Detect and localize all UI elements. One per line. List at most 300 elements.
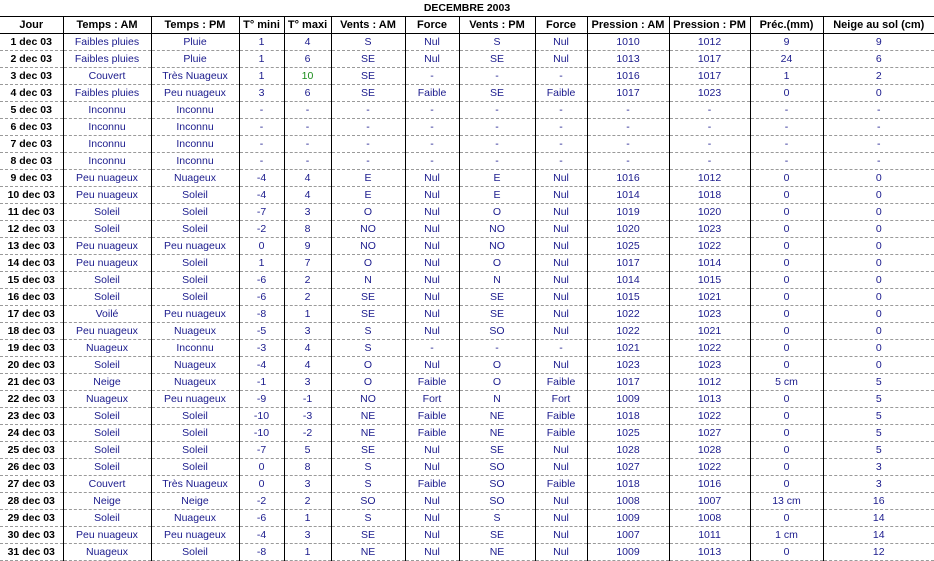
value-cell: -7 — [239, 204, 284, 221]
column-header: Force — [405, 17, 459, 34]
value-cell: Peu nuageux — [63, 323, 151, 340]
value-cell: 0 — [750, 306, 823, 323]
value-cell: SE — [331, 51, 405, 68]
value-cell: -6 — [239, 272, 284, 289]
day-cell: 7 dec 03 — [0, 136, 63, 153]
day-cell: 18 dec 03 — [0, 323, 63, 340]
value-cell: SE — [459, 85, 535, 102]
day-cell: 11 dec 03 — [0, 204, 63, 221]
value-cell: - — [459, 102, 535, 119]
value-cell: Faible — [405, 425, 459, 442]
value-cell: 5 — [284, 442, 331, 459]
value-cell: NO — [331, 238, 405, 255]
column-header: Pression : AM — [587, 17, 669, 34]
value-cell: E — [331, 187, 405, 204]
day-cell: 27 dec 03 — [0, 476, 63, 493]
value-cell: Nul — [535, 323, 587, 340]
value-cell: Pluie — [151, 34, 239, 51]
value-cell: 2 — [284, 493, 331, 510]
column-header: Préc.(mm) — [750, 17, 823, 34]
value-cell: 1028 — [669, 442, 750, 459]
value-cell: NE — [331, 408, 405, 425]
value-cell: -9 — [239, 391, 284, 408]
value-cell: 0 — [823, 204, 934, 221]
value-cell: NE — [459, 544, 535, 561]
value-cell: 2 — [284, 272, 331, 289]
value-cell: Nul — [535, 493, 587, 510]
value-cell: SE — [459, 527, 535, 544]
table-row — [0, 323, 934, 340]
value-cell: S — [459, 34, 535, 51]
value-cell: - — [459, 68, 535, 85]
value-cell: -2 — [284, 425, 331, 442]
value-cell: 16 — [823, 493, 934, 510]
value-cell: Neige — [63, 374, 151, 391]
value-cell: Nuageux — [151, 323, 239, 340]
value-cell: Nul — [535, 221, 587, 238]
value-cell: 1022 — [669, 408, 750, 425]
value-cell: 1012 — [669, 34, 750, 51]
value-cell: 1011 — [669, 527, 750, 544]
value-cell: 14 — [823, 527, 934, 544]
value-cell: 1012 — [669, 374, 750, 391]
value-cell: - — [587, 136, 669, 153]
value-cell: - — [669, 153, 750, 170]
value-cell: 0 — [750, 357, 823, 374]
value-cell: 0 — [750, 272, 823, 289]
value-cell: 9 — [823, 34, 934, 51]
value-cell: -2 — [239, 493, 284, 510]
value-cell: Peu nuageux — [63, 187, 151, 204]
value-cell: SO — [459, 459, 535, 476]
value-cell: Nul — [405, 170, 459, 187]
day-cell: 12 dec 03 — [0, 221, 63, 238]
value-cell: Faible — [405, 85, 459, 102]
value-cell: S — [331, 340, 405, 357]
value-cell: 1014 — [587, 187, 669, 204]
value-cell: Soleil — [63, 272, 151, 289]
value-cell: 1028 — [587, 442, 669, 459]
value-cell: Couvert — [63, 68, 151, 85]
value-cell: 1025 — [587, 238, 669, 255]
value-cell: Nul — [405, 544, 459, 561]
column-header: Jour — [0, 17, 63, 34]
value-cell: Peu nuageux — [63, 527, 151, 544]
value-cell: - — [331, 102, 405, 119]
value-cell: Très Nuageux — [151, 68, 239, 85]
day-cell: 9 dec 03 — [0, 170, 63, 187]
value-cell: Nuageux — [151, 170, 239, 187]
header-row — [0, 17, 934, 34]
column-header: Neige au sol (cm) — [823, 17, 934, 34]
value-cell: S — [331, 510, 405, 527]
value-cell: -10 — [239, 425, 284, 442]
value-cell: E — [459, 170, 535, 187]
value-cell: SO — [459, 323, 535, 340]
value-cell: SO — [331, 493, 405, 510]
value-cell: - — [750, 102, 823, 119]
value-cell: Voilé — [63, 306, 151, 323]
value-cell: 1022 — [587, 323, 669, 340]
value-cell: 3 — [284, 476, 331, 493]
day-cell: 26 dec 03 — [0, 459, 63, 476]
value-cell: NO — [331, 391, 405, 408]
value-cell: Nul — [405, 51, 459, 68]
value-cell: 1023 — [669, 306, 750, 323]
value-cell: 0 — [239, 476, 284, 493]
value-cell: Nul — [405, 306, 459, 323]
value-cell: 3 — [284, 527, 331, 544]
value-cell: Peu nuageux — [63, 238, 151, 255]
value-cell: Nul — [405, 527, 459, 544]
value-cell: 1015 — [587, 289, 669, 306]
value-cell: - — [669, 136, 750, 153]
value-cell: 1017 — [587, 85, 669, 102]
value-cell: Faibles pluies — [63, 51, 151, 68]
value-cell: 1017 — [669, 51, 750, 68]
table-row — [0, 85, 934, 102]
value-cell: - — [331, 153, 405, 170]
value-cell: 1020 — [587, 221, 669, 238]
value-cell: 1022 — [669, 340, 750, 357]
value-cell: Nuageux — [63, 391, 151, 408]
table-row — [0, 527, 934, 544]
value-cell: Soleil — [151, 289, 239, 306]
value-cell: 4 — [284, 357, 331, 374]
table-row — [0, 102, 934, 119]
value-cell: O — [331, 357, 405, 374]
value-cell: 1019 — [587, 204, 669, 221]
value-cell: 1013 — [669, 391, 750, 408]
value-cell: SO — [459, 476, 535, 493]
value-cell: 1027 — [669, 425, 750, 442]
value-cell: Nul — [535, 357, 587, 374]
value-cell: Inconnu — [63, 136, 151, 153]
value-cell: 1022 — [587, 306, 669, 323]
value-cell: - — [823, 119, 934, 136]
value-cell: Soleil — [63, 204, 151, 221]
value-cell: - — [535, 119, 587, 136]
value-cell: Faible — [405, 374, 459, 391]
day-cell: 6 dec 03 — [0, 119, 63, 136]
value-cell: - — [535, 153, 587, 170]
value-cell: O — [331, 374, 405, 391]
value-cell: - — [750, 153, 823, 170]
value-cell: - — [405, 68, 459, 85]
value-cell: SE — [459, 442, 535, 459]
day-cell: 23 dec 03 — [0, 408, 63, 425]
value-cell: Neige — [63, 493, 151, 510]
column-header: Temps : AM — [63, 17, 151, 34]
value-cell: 0 — [239, 238, 284, 255]
table-row — [0, 340, 934, 357]
value-cell: 1020 — [669, 204, 750, 221]
value-cell: Soleil — [151, 425, 239, 442]
value-cell: -8 — [239, 544, 284, 561]
day-cell: 10 dec 03 — [0, 187, 63, 204]
value-cell: 1 — [239, 34, 284, 51]
table-title: DECEMBRE 2003 — [0, 0, 934, 17]
value-cell: -4 — [239, 357, 284, 374]
value-cell: 1 — [750, 68, 823, 85]
column-header: Vents : PM — [459, 17, 535, 34]
table-row — [0, 238, 934, 255]
value-cell: N — [459, 272, 535, 289]
value-cell: Soleil — [63, 510, 151, 527]
value-cell: Neige — [151, 493, 239, 510]
value-cell: NO — [459, 221, 535, 238]
table-row — [0, 493, 934, 510]
day-cell: 25 dec 03 — [0, 442, 63, 459]
value-cell: Soleil — [63, 289, 151, 306]
value-cell: SE — [331, 442, 405, 459]
value-cell: -3 — [284, 408, 331, 425]
value-cell: 2 — [823, 68, 934, 85]
table-row — [0, 425, 934, 442]
table-row — [0, 272, 934, 289]
value-cell: Pluie — [151, 51, 239, 68]
value-cell: 1022 — [669, 238, 750, 255]
value-cell: 0 — [823, 85, 934, 102]
value-cell: - — [823, 136, 934, 153]
value-cell: E — [459, 187, 535, 204]
value-cell: 0 — [750, 238, 823, 255]
value-cell: Inconnu — [63, 153, 151, 170]
value-cell: Nul — [535, 527, 587, 544]
value-cell: Nul — [405, 272, 459, 289]
value-cell: 3 — [239, 85, 284, 102]
value-cell: NE — [459, 408, 535, 425]
value-cell: 1021 — [587, 340, 669, 357]
value-cell: Soleil — [151, 221, 239, 238]
value-cell: -10 — [239, 408, 284, 425]
value-cell: -4 — [239, 187, 284, 204]
value-cell: S — [331, 476, 405, 493]
value-cell: 3 — [284, 204, 331, 221]
value-cell: 0 — [823, 272, 934, 289]
value-cell: - — [331, 136, 405, 153]
value-cell: 1021 — [669, 323, 750, 340]
value-cell: Soleil — [63, 425, 151, 442]
value-cell: 0 — [750, 255, 823, 272]
value-cell: - — [459, 136, 535, 153]
value-cell: S — [331, 323, 405, 340]
value-cell: Soleil — [151, 272, 239, 289]
value-cell: 0 — [823, 306, 934, 323]
day-cell: 2 dec 03 — [0, 51, 63, 68]
value-cell: 1017 — [587, 255, 669, 272]
value-cell: - — [587, 153, 669, 170]
value-cell: 0 — [823, 357, 934, 374]
value-cell: -4 — [239, 170, 284, 187]
value-cell: 1012 — [669, 170, 750, 187]
day-cell: 30 dec 03 — [0, 527, 63, 544]
value-cell: - — [535, 102, 587, 119]
value-cell: S — [331, 459, 405, 476]
value-cell: -2 — [239, 221, 284, 238]
value-cell: 1018 — [587, 476, 669, 493]
value-cell: Nul — [405, 493, 459, 510]
value-cell: Soleil — [63, 408, 151, 425]
value-cell: Faible — [405, 408, 459, 425]
value-cell: 1023 — [669, 357, 750, 374]
value-cell: 4 — [284, 340, 331, 357]
value-cell: Soleil — [151, 408, 239, 425]
value-cell: - — [405, 136, 459, 153]
value-cell: E — [331, 170, 405, 187]
value-cell: O — [331, 255, 405, 272]
table-row — [0, 459, 934, 476]
value-cell: SE — [331, 306, 405, 323]
value-cell: 1014 — [587, 272, 669, 289]
value-cell: Nul — [535, 255, 587, 272]
value-cell: NE — [331, 425, 405, 442]
value-cell: 3 — [823, 459, 934, 476]
table-row — [0, 204, 934, 221]
value-cell: Peu nuageux — [151, 527, 239, 544]
value-cell: SO — [459, 493, 535, 510]
day-cell: 24 dec 03 — [0, 425, 63, 442]
value-cell: 2 — [284, 289, 331, 306]
value-cell: 1018 — [587, 408, 669, 425]
value-cell: Soleil — [151, 459, 239, 476]
value-cell: N — [459, 391, 535, 408]
value-cell: 0 — [750, 408, 823, 425]
value-cell: O — [459, 357, 535, 374]
day-cell: 8 dec 03 — [0, 153, 63, 170]
value-cell: 1014 — [669, 255, 750, 272]
value-cell: - — [284, 119, 331, 136]
value-cell: Nul — [405, 255, 459, 272]
value-cell: Nuageux — [63, 340, 151, 357]
value-cell: Soleil — [151, 544, 239, 561]
value-cell: 24 — [750, 51, 823, 68]
value-cell: Fort — [535, 391, 587, 408]
value-cell: SE — [331, 68, 405, 85]
value-cell: 0 — [750, 204, 823, 221]
table-row — [0, 51, 934, 68]
value-cell: 0 — [823, 289, 934, 306]
value-cell: Nul — [535, 459, 587, 476]
table-row — [0, 34, 934, 51]
value-cell: Nul — [405, 34, 459, 51]
value-cell: 7 — [284, 255, 331, 272]
value-cell: 1017 — [587, 374, 669, 391]
value-cell: Faible — [535, 374, 587, 391]
value-cell: 0 — [239, 459, 284, 476]
value-cell: Nuageux — [151, 357, 239, 374]
value-cell: -1 — [284, 391, 331, 408]
table-row — [0, 136, 934, 153]
value-cell: 1009 — [587, 391, 669, 408]
table-row — [0, 153, 934, 170]
value-cell: Soleil — [151, 255, 239, 272]
value-cell: 1008 — [669, 510, 750, 527]
value-cell: Nul — [535, 289, 587, 306]
table-row — [0, 408, 934, 425]
value-cell: 1 — [284, 510, 331, 527]
day-cell: 17 dec 03 — [0, 306, 63, 323]
value-cell: - — [405, 102, 459, 119]
value-cell: 0 — [823, 255, 934, 272]
value-cell: Inconnu — [151, 340, 239, 357]
value-cell: 1016 — [587, 170, 669, 187]
value-cell: Nul — [535, 34, 587, 51]
value-cell: SE — [331, 289, 405, 306]
value-cell: 0 — [750, 442, 823, 459]
column-header: Vents : AM — [331, 17, 405, 34]
value-cell: 0 — [823, 238, 934, 255]
value-cell: 0 — [750, 476, 823, 493]
value-cell: O — [459, 374, 535, 391]
column-header: Force — [535, 17, 587, 34]
value-cell: 10 — [284, 68, 331, 85]
value-cell: - — [587, 102, 669, 119]
value-cell: - — [239, 153, 284, 170]
value-cell: Couvert — [63, 476, 151, 493]
value-cell: Inconnu — [151, 102, 239, 119]
day-cell: 13 dec 03 — [0, 238, 63, 255]
value-cell: 1 cm — [750, 527, 823, 544]
value-cell: Nul — [405, 204, 459, 221]
value-cell: 1010 — [587, 34, 669, 51]
value-cell: NE — [459, 425, 535, 442]
value-cell: - — [284, 153, 331, 170]
value-cell: - — [535, 136, 587, 153]
value-cell: 0 — [750, 544, 823, 561]
table-row — [0, 68, 934, 85]
value-cell: SE — [459, 289, 535, 306]
value-cell: Nul — [535, 272, 587, 289]
value-cell: - — [669, 102, 750, 119]
value-cell: 1021 — [669, 289, 750, 306]
value-cell: - — [750, 136, 823, 153]
value-cell: Nul — [405, 187, 459, 204]
column-header: Temps : PM — [151, 17, 239, 34]
value-cell: Faibles pluies — [63, 85, 151, 102]
value-cell: Fort — [405, 391, 459, 408]
value-cell: 5 — [823, 425, 934, 442]
value-cell: Faibles pluies — [63, 34, 151, 51]
day-cell: 16 dec 03 — [0, 289, 63, 306]
value-cell: Nul — [535, 51, 587, 68]
day-cell: 15 dec 03 — [0, 272, 63, 289]
value-cell: 0 — [823, 170, 934, 187]
value-cell: 6 — [284, 51, 331, 68]
value-cell: Nul — [535, 204, 587, 221]
value-cell: 5 — [823, 391, 934, 408]
column-header: T° maxi — [284, 17, 331, 34]
value-cell: Nuageux — [151, 510, 239, 527]
value-cell: 8 — [284, 459, 331, 476]
value-cell: - — [405, 119, 459, 136]
value-cell: -5 — [239, 323, 284, 340]
value-cell: Nul — [535, 170, 587, 187]
value-cell: Nul — [535, 306, 587, 323]
day-cell: 20 dec 03 — [0, 357, 63, 374]
value-cell: - — [284, 102, 331, 119]
value-cell: 0 — [750, 170, 823, 187]
value-cell: 13 cm — [750, 493, 823, 510]
value-cell: 1025 — [587, 425, 669, 442]
value-cell: - — [331, 119, 405, 136]
value-cell: 1017 — [669, 68, 750, 85]
value-cell: SE — [459, 306, 535, 323]
value-cell: 1018 — [669, 187, 750, 204]
value-cell: - — [239, 136, 284, 153]
value-cell: 1023 — [587, 357, 669, 374]
value-cell: 1008 — [587, 493, 669, 510]
